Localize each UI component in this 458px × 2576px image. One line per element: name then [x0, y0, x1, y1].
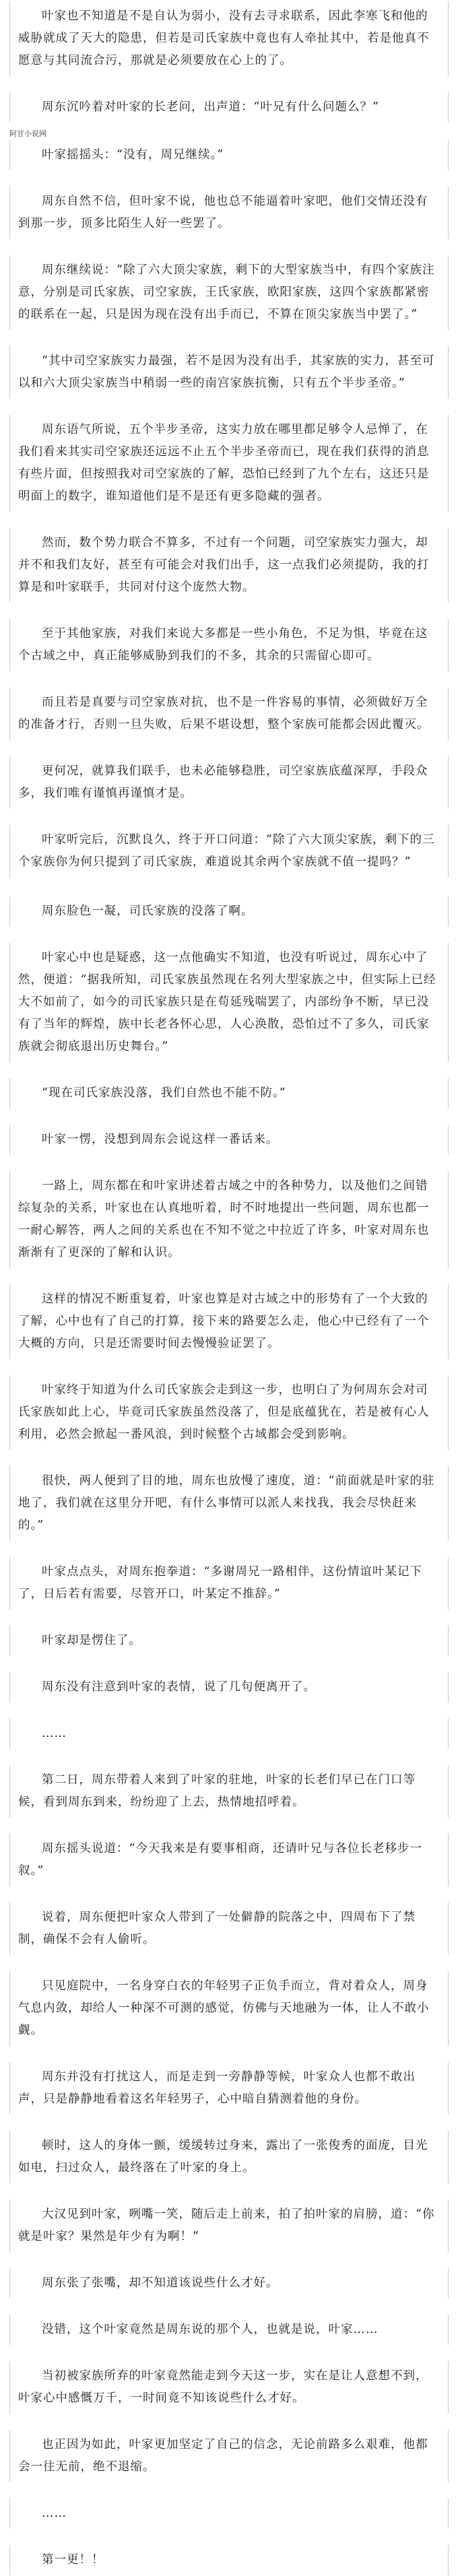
chapter-page: [0, 1, 458, 2576]
paragraph: 第一更！！: [9, 2545, 449, 2575]
paragraph: 叶家心中也是疑惑，这一点他确实不知道，也没有听说过，周东心中了然，便道：“据我所知，司氏家族虽然现在名列大型家族之中，但实际上已经大不如前了，如今的司氏家族只是在苟延残喘罢了，内部纷争不断，早已没有了当年的辉煌，族中长老各怀心思，人心涣散，恐怕过不了多久，司氏家族就会彻底退出历史舞台。”: [9, 943, 449, 1062]
paragraph: 大汉见到叶家，咧嘴一笑，随后走上前来，拍了拍叶家的肩膀，道：“你就是叶家？果然是年少有为啊！”: [9, 2200, 449, 2252]
paragraph: 叶家点点头，对周东抱拳道：“多谢周兄一路相伴，这份情谊叶某记下了，日后若有需要，尽管开口，叶某定不推辞。”: [9, 1557, 449, 1610]
paragraph: 只见庭院中，一名身穿白衣的年轻男子正负手而立，背对着众人，周身气息内敛，却给人一种深不可测的感觉，仿佛与天地融为一体，让人不敢小觑。: [9, 1971, 449, 2046]
paragraph: 这样的情况不断重复着，叶家也算是对古域之中的形势有了一个大致的了解，心中也有了自己的打算，接下来的路要怎么走，他心中已经有了一个大概的方向，只是还需要时间去慢慢验证罢了。: [9, 1284, 449, 1359]
paragraph: 周东自然不信，但叶家不说，他也总不能逼着叶家吧，他们交情还没有到那一步，顶多比陌生人好一些罢了。: [9, 187, 449, 239]
paragraph: 周东继续说：“除了六大顶尖家族，剩下的大型家族当中，有四个家族注意，分别是司氏家族，司空家族，王氏家族，欧阳家族，这四个家族都紧密的联系在一起，只是因为现在没有出手而已，不算在顶尖家族当中罢了。”: [9, 255, 449, 330]
paragraph: 周东并没有打扰这人，而是走到一旁静静等候，叶家众人也都不敢出声，只是静静地看着这名年轻男子，心中暗自猜测着他的身份。: [9, 2062, 449, 2115]
paragraph: 说着，周东便把叶家众人带到了一处僻静的院落之中，四周布下了禁制，确保不会有人偷听。: [9, 1903, 449, 1955]
paragraph: 周东脸色一凝，司氏家族的没落了啊。: [9, 896, 449, 927]
paragraph: 然而，数个势力联合不算多，不过有一个问题，司空家族实力强大，却并不和我们友好，甚至有可能会对我们出手，这一点我们必须提防，我的打算是和叶家联手，共同对付这个庞然大物。: [9, 528, 449, 603]
paragraph: 叶家一愣，没想到周东会说这样一番话来。: [9, 1125, 449, 1155]
paragraph: ……: [9, 2499, 449, 2529]
paragraph: “其中司空家族实力最强，若不是因为没有出手，其家族的实力，甚至可以和六大顶尖家族当中稍弱一些的南宫家族抗衡，只有五个半步圣帝。”: [9, 346, 449, 399]
paragraph: 当初被家族所弃的叶家竟然能走到今天这一步，实在是让人意想不到，叶家心中感慨万千，一时间竟不知该说些什么才好。: [9, 2361, 449, 2414]
paragraph: 周东没有注意到叶家的表情，说了几句便离开了。: [9, 1672, 449, 1703]
paragraph: 叶家也不知道是不是自认为弱小，没有去寻求联系，因此李寒飞和他的威胁就成了天大的隐患，但若是司氏家族中竟也有人牵扯其中，若是他真不愿意与其同流合污，那就是必须要放在心上的了。: [9, 1, 449, 76]
paragraph: 第二日，周东带着人来到了叶家的驻地，叶家的长老们早已在门口等候，看到周东到来，纷纷迎了上去，热情地招呼着。: [9, 1765, 449, 1818]
paragraph: 顿时，这人的身体一颤，缓缓转过身来，露出了一张俊秀的面庞，目光如电，扫过众人，最终落在了叶家的身上。: [9, 2131, 449, 2183]
paragraph: 至于其他家族，对我们来说大多都是一些小角色，不足为惧，毕竟在这个古域之中，真正能够威胁到我们的不多，其余的只需留心即可。: [9, 619, 449, 671]
paragraph: ……: [9, 1719, 449, 1749]
paragraph: 叶家听完后，沉默良久，终于开口问道：“除了六大顶尖家族，剩下的三个家族你为何只提到了司氏家族，难道说其余两个家族就不值一提吗？”: [9, 825, 449, 878]
site-label: 阿甘小说网: [9, 129, 46, 138]
paragraph: 很快，两人便到了目的地，周东也放慢了速度，道：“前面就是叶家的驻地了，我们就在这里分开吧，有什么事情可以派人来找我，我会尽快赶来的。”: [9, 1466, 449, 1541]
paragraph: 周东摇头说道：“今天我来是有要事相商，还请叶兄与各位长老移步一叙。”: [9, 1834, 449, 1886]
paragraph: 叶家终于知道为什么司氏家族会走到这一步，也明白了为何周东会对司氏家族如此上心，毕竟司氏家族虽然没落了，但是底蕴犹在，若是被有心人利用，必然会掀起一番风浪，到时候整个古域都会受到影响。: [9, 1375, 449, 1450]
paragraph: 叶家却是愣住了。: [9, 1626, 449, 1656]
paragraph: 也正因为如此，叶家更加坚定了自己的信念，无论前路多么艰难，他都会一往无前，绝不退缩。: [9, 2430, 449, 2482]
paragraph: 周东张了张嘴，却不知道该说些什么才好。: [9, 2268, 449, 2299]
paragraph: 更何况，就算我们联手，也未必能够稳胜，司空家族底蕴深厚，手段众多，我们唯有谨慎再谨慎才是。: [9, 756, 449, 809]
paragraph: 一路上，周东都在和叶家讲述着古域之中的各种势力，以及他们之间错综复杂的关系，叶家也在认真地听着，时不时地提出一些问题，周东也都一一耐心解答，两人之间的关系也在不知不觉之中拉近了许多，叶家对周东也渐渐有了更深的了解和认识。: [9, 1171, 449, 1268]
paragraph: 没错，这个叶家竟然是周东说的那个人，也就是说，叶家……: [9, 2315, 449, 2345]
paragraph: 周东语气所说，五个半步圣帝，这实力放在哪里都足够令人忌惮了，在我们看来其实司空家族还远远不止五个半步圣帝而已，现在我们获得的消息有些片面，但按照我对司空家族的了解，恐怕已经到了九个左右，这还只是明面上的数字，谁知道他们是不是还有更多隐藏的强者。: [9, 415, 449, 512]
paragraph: 而且若是真要与司空家族对抗，也不是一件容易的事情，必须做好万全的准备才行，否则一旦失败，后果不堪设想，整个家族可能都会因此覆灭。: [9, 688, 449, 740]
paragraph: 叶家摇摇头：“没有，周兄继续。”: [9, 140, 449, 170]
paragraph: “现在司氏家族没落，我们自然也不能不防。”: [9, 1078, 449, 1109]
paragraph: 周东沉吟着对叶家的长老问，出声道：“叶兄有什么问题么？”: [9, 92, 449, 123]
